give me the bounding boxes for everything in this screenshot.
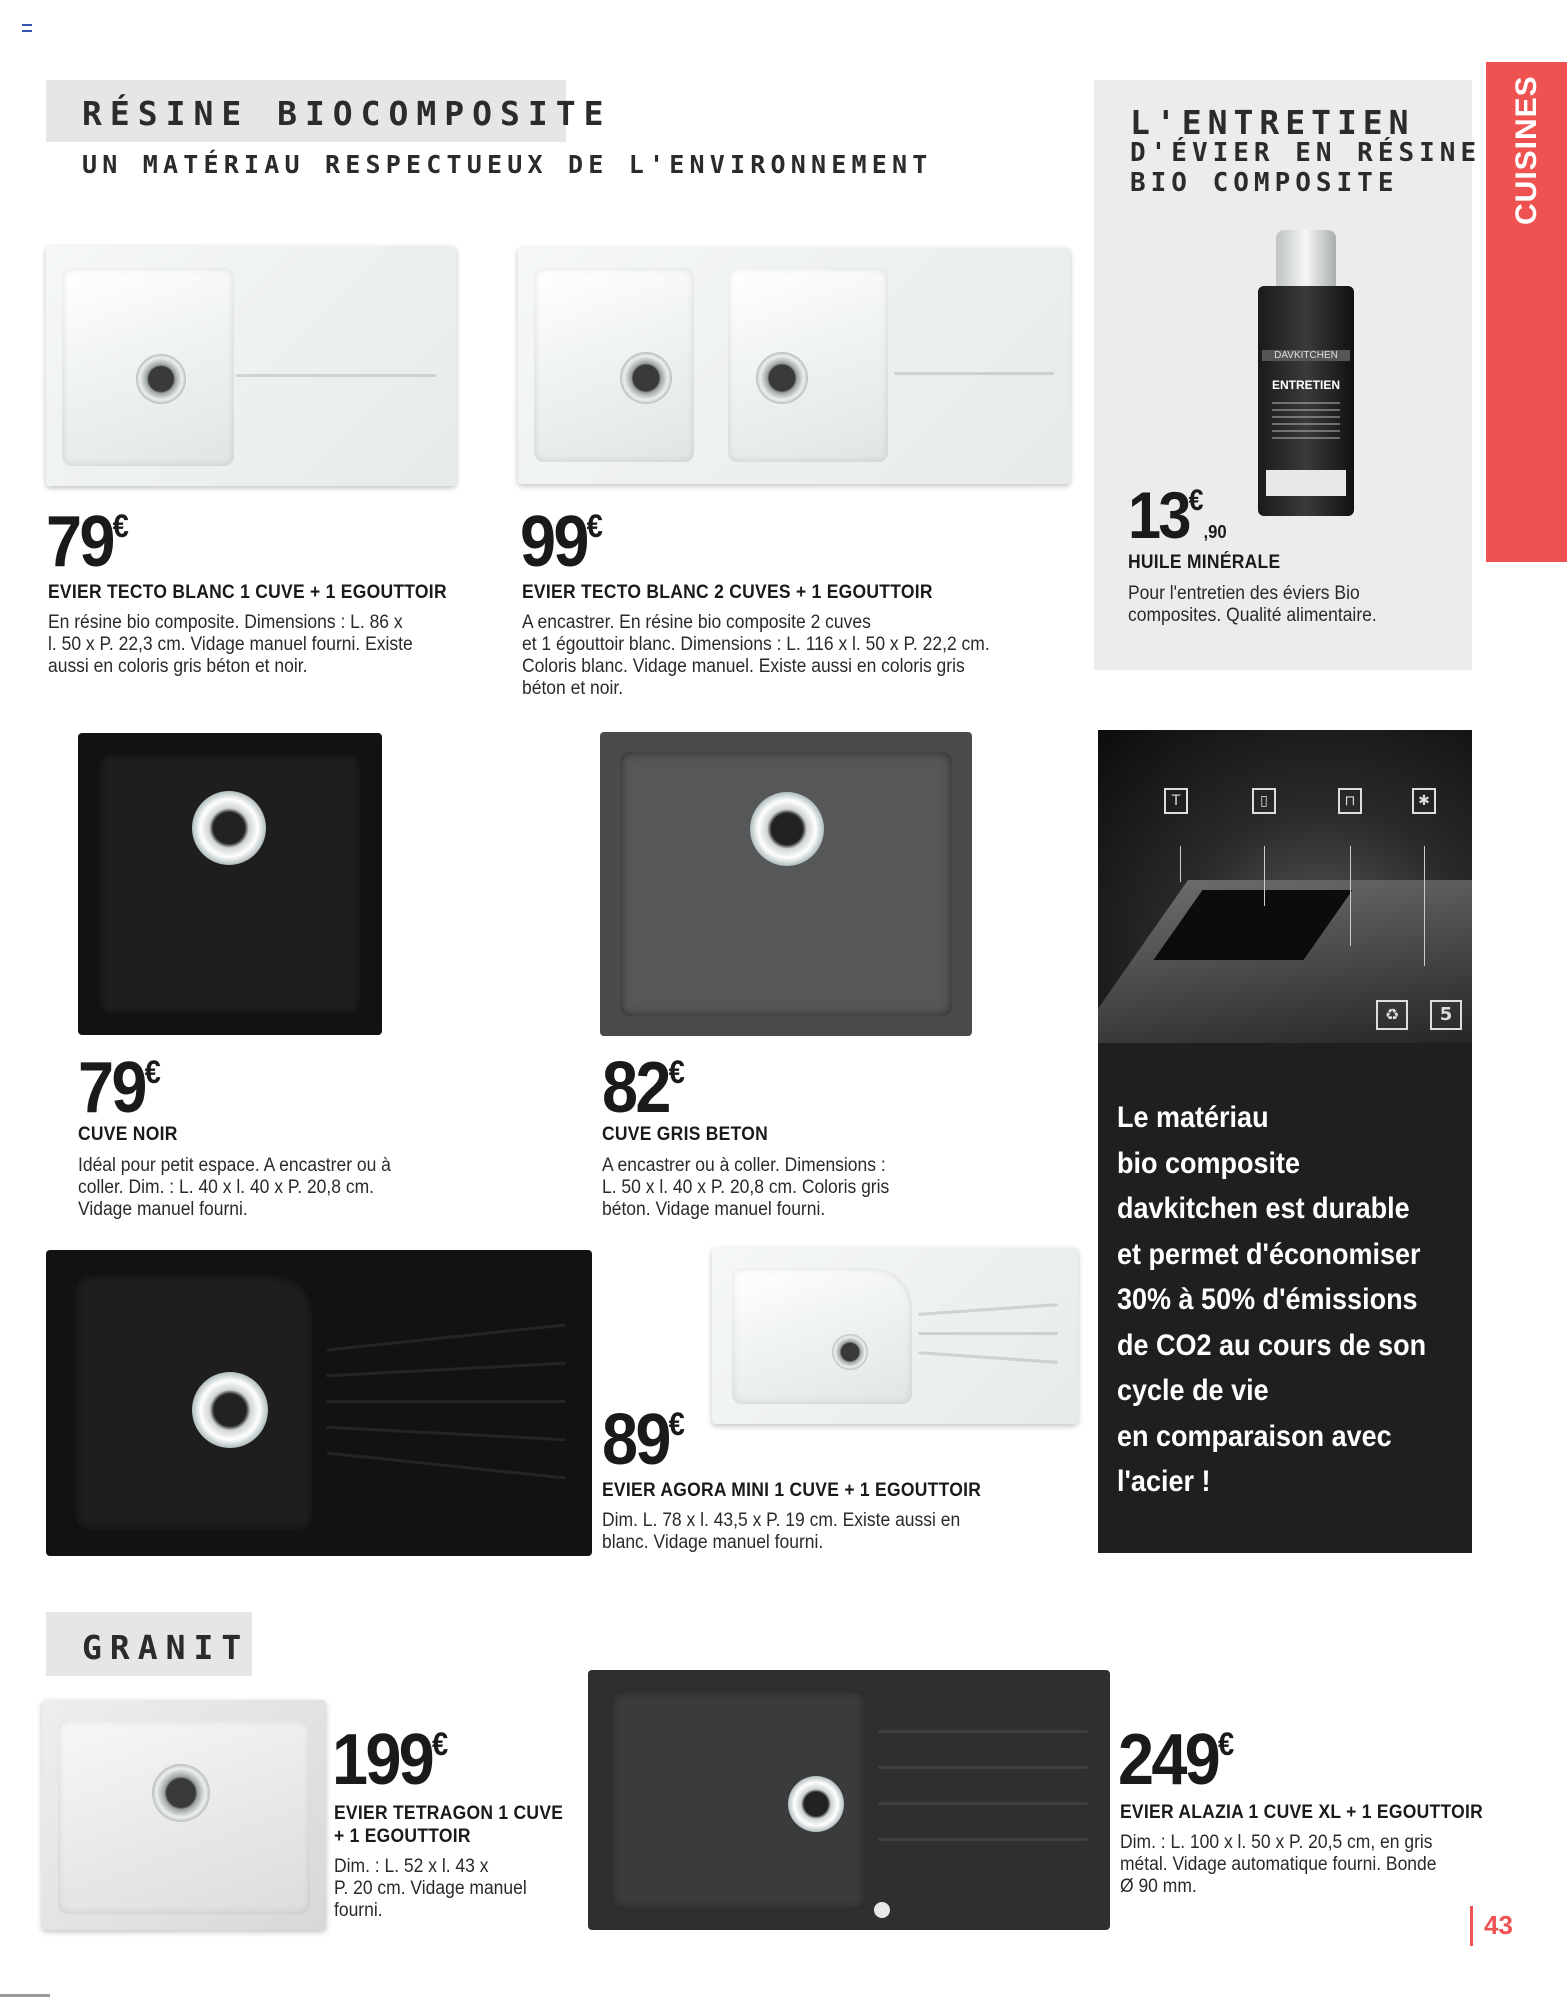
desc-line: En résine bio composite. Dimensions : L. 86 x	[48, 612, 403, 633]
title-cuve-gris-beton: CUVE GRIS BETON	[602, 1124, 769, 1145]
granit-title: GRANIT	[82, 1628, 250, 1667]
sink-basin-right	[728, 268, 888, 462]
page-number-bar	[1470, 1906, 1473, 1946]
pointer-line	[1424, 846, 1425, 966]
drainboard-groove	[326, 1400, 566, 1403]
price-tecto-1-cuve: 79€	[46, 502, 129, 582]
spray-bottle-icon: ⊓	[1338, 788, 1362, 814]
product-image-agora-mini	[712, 1248, 1078, 1424]
desc-line: Coloris blanc. Vidage manuel. Existe aussi en coloris gris	[522, 656, 965, 677]
desc-tecto-1-cuve	[48, 612, 471, 678]
desc-line: coller. Dim. : L. 40 x l. 40 x P. 20,8 cm.	[78, 1177, 374, 1198]
bottle-brand: DAVKITCHEN	[1262, 350, 1350, 361]
thermometer-icon: ▯	[1252, 788, 1276, 814]
product-image-tecto-1-cuve	[46, 246, 456, 486]
bottle-label-lines	[1272, 402, 1340, 442]
drainboard-line	[236, 374, 436, 377]
sink-drain-right	[756, 352, 808, 404]
desc-line: A encastrer ou à coller. Dimensions :	[602, 1155, 886, 1176]
warranty-badge: 5	[1430, 1000, 1462, 1030]
product-image-tetragon	[42, 1700, 326, 1930]
desc-line: Vidage manuel fourni.	[78, 1199, 248, 1220]
stain-icon: ✱	[1412, 788, 1436, 814]
price-tetragon: 199€	[332, 1720, 449, 1800]
corner-marker	[22, 24, 32, 32]
eco-line: 30% à 50% d'émissions	[1117, 1283, 1418, 1316]
title-tecto-2-cuves: EVIER TECTO BLANC 2 CUVES + 1 EGOUTTOIR	[522, 582, 933, 603]
drainboard-groove	[918, 1332, 1058, 1335]
header-title: RÉSINE BIOCOMPOSITE	[82, 94, 612, 133]
title-agora-mini: EVIER AGORA MINI 1 CUVE + 1 EGOUTTOIR	[602, 1480, 982, 1501]
header-subtitle: UN MATÉRIAU RESPECTUEUX DE L'ENVIRONNEMENT	[82, 150, 933, 179]
desc-line: et 1 égouttoir blanc. Dimensions : L. 116 x l. 50 x P. 22,2 cm.	[522, 634, 990, 655]
overflow-button	[874, 1902, 890, 1918]
eco-line: bio composite	[1117, 1146, 1301, 1180]
desc-line: Pour l'entretien des éviers Bio composites. Qualité alimentaire.	[1128, 583, 1377, 626]
desc-line: Dim. : L. 52 x l. 43 x	[334, 1856, 489, 1877]
product-image-cuve-gris-beton	[600, 732, 972, 1036]
desc-line: métal. Vidage automatique fourni. Bonde	[1120, 1854, 1437, 1875]
sink-drain	[788, 1776, 844, 1832]
desc-line: béton et noir.	[522, 678, 624, 699]
care-title-line: L'ENTRETIEN	[1130, 103, 1415, 142]
product-image-agora-noir	[46, 1250, 592, 1556]
corner-marker-bottom	[0, 1994, 50, 1997]
price-tecto-2-cuves: 99€	[520, 502, 603, 582]
drainboard-groove	[878, 1838, 1088, 1841]
title-alazia: EVIER ALAZIA 1 CUVE XL + 1 EGOUTTOIR	[1120, 1802, 1484, 1823]
desc-line: Dim. L. 78 x l. 43,5 x P. 19 cm. Existe aussi en	[602, 1510, 961, 1531]
drainboard-groove	[327, 1323, 566, 1351]
eco-line: et permet d'économiser	[1117, 1237, 1421, 1271]
bottle-label: ENTRETIEN	[1271, 378, 1340, 392]
desc-line: aussi en coloris gris béton et noir.	[48, 656, 308, 677]
drainboard-line	[894, 372, 1054, 375]
desc-tecto-2-cuves	[522, 612, 1065, 700]
care-title-line: BIO COMPOSITE	[1130, 168, 1399, 198]
page-number: 43	[1484, 1910, 1513, 1940]
sink-drain	[136, 354, 186, 404]
product-image-cuve-noir	[78, 733, 382, 1035]
desc-line: Dim. : L. 100 x l. 50 x P. 20,5 cm, en gris	[1120, 1832, 1433, 1853]
drainboard-groove	[327, 1451, 566, 1479]
price-agora-mini: 89€	[602, 1400, 685, 1480]
eco-line: l'acier !	[1117, 1465, 1211, 1498]
side-tab-label-wrap	[1500, 75, 1560, 235]
eco-line: de CO2 au cours de son	[1117, 1328, 1427, 1362]
desc-cuve-gris-beton	[602, 1155, 970, 1221]
desc-line: béton. Vidage manuel fourni.	[602, 1199, 826, 1220]
desc-line: L. 50 x l. 40 x P. 20,8 cm. Coloris gris	[602, 1177, 890, 1198]
title-tetragon	[334, 1802, 563, 1848]
desc-tetragon	[334, 1856, 564, 1922]
desc-alazia	[1120, 1832, 1488, 1898]
price-cuve-noir: 79€	[78, 1048, 161, 1128]
sink-drain-left	[620, 352, 672, 404]
desc-line: blanc. Vidage manuel fourni.	[602, 1532, 824, 1553]
eco-panel-photo	[1098, 730, 1472, 1043]
drainboard-groove	[878, 1766, 1088, 1769]
care-panel-title	[1130, 103, 1482, 198]
eco-line: cycle de vie	[1117, 1374, 1269, 1407]
title-line: EVIER TETRAGON 1 CUVE	[334, 1803, 564, 1824]
sink-drain	[832, 1334, 868, 1370]
desc-agora-mini	[602, 1510, 1025, 1554]
sink-drain	[152, 1764, 210, 1822]
desc-line: A encastrer. En résine bio composite 2 cuves	[522, 612, 871, 633]
price-huile-minerale: 13€,90	[1128, 478, 1227, 552]
bottle-base-band	[1266, 470, 1346, 496]
desc-line: P. 20 cm. Vidage manuel	[334, 1878, 527, 1899]
sink-drain	[192, 791, 266, 865]
title-tecto-1-cuve: EVIER TECTO BLANC 1 CUVE + 1 EGOUTTOIR	[48, 582, 447, 603]
eco-panel-text	[1117, 1095, 1428, 1505]
desc-line: fourni.	[334, 1900, 383, 1921]
product-image-tecto-2-cuves	[518, 248, 1070, 484]
bottle-image	[1258, 230, 1354, 520]
drainboard-groove	[326, 1426, 566, 1442]
title-cuve-noir: CUVE NOIR	[78, 1124, 178, 1145]
eco-line: en comparaison avec	[1117, 1419, 1392, 1453]
sink-drain	[750, 792, 824, 866]
desc-line: Idéal pour petit espace. A encastrer ou à	[78, 1155, 391, 1176]
care-title-line: D'ÉVIER EN RÉSINE	[1130, 138, 1482, 168]
pointer-line	[1350, 846, 1351, 946]
side-tab-label: CUISINES	[1510, 75, 1543, 225]
drainboard-groove	[878, 1730, 1088, 1733]
desc-line: Ø 90 mm.	[1120, 1876, 1197, 1897]
pointer-line	[1180, 846, 1181, 882]
heat-resistance-icon: T	[1164, 788, 1188, 814]
sink-basin	[732, 1268, 912, 1404]
drainboard-groove	[918, 1303, 1058, 1316]
title-huile-minerale: HUILE MINÉRALE	[1128, 552, 1281, 573]
sink-drain	[192, 1372, 268, 1448]
product-image-alazia	[588, 1670, 1110, 1930]
drainboard-groove	[326, 1362, 566, 1378]
bottle-cap	[1276, 230, 1336, 290]
desc-cuve-noir	[78, 1155, 464, 1221]
recycle-icon: ♻	[1376, 1000, 1408, 1030]
price-cuve-gris-beton: 82€	[602, 1048, 685, 1128]
title-line: + 1 EGOUTTOIR	[334, 1826, 471, 1847]
eco-line: davkitchen est durable	[1117, 1192, 1410, 1225]
pointer-line	[1264, 846, 1265, 906]
desc-line: l. 50 x P. 22,3 cm. Vidage manuel fourni. Existe	[48, 634, 413, 655]
sink-basin-left	[534, 268, 694, 462]
eco-line: Le matériau	[1117, 1101, 1269, 1134]
drainboard-groove	[878, 1802, 1088, 1805]
desc-huile-minerale	[1128, 583, 1432, 627]
drainboard-groove	[918, 1351, 1058, 1364]
price-alazia: 249€	[1118, 1720, 1235, 1800]
